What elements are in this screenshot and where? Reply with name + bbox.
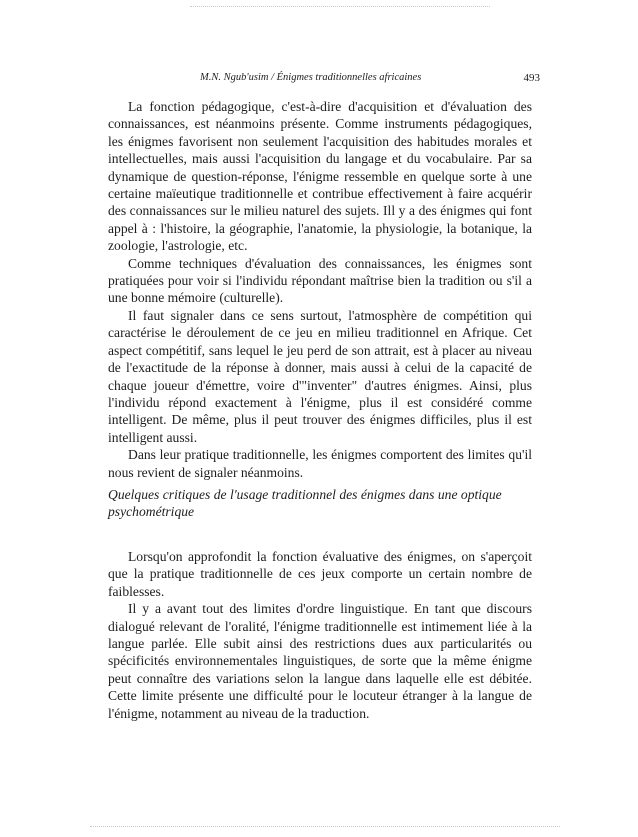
running-header (108, 72, 540, 88)
paragraph: Il y a avant tout des limites d'ordre linguistique. En tant que discours dialogué relevant de l'oralité, l'énigme traditionnelle est intimement liée à la langue parlée. Elle subit ainsi des restrictions dues aux particularités ou spécificités environnementales linguistiques, de sorte que la même énigme peut connaître des variations selon la langue dans laquelle elle est débitée. Cette limite présente une difficulté pour le locuteur étranger à la langue de l'énigme, notamment au niveau de la traduction. (108, 601, 532, 721)
paragraph: Comme techniques d'évaluation des connaissances, les énigmes sont pratiquées pour voir si l'individu répondant maîtrise bien la tradition ou s'il a une bonne mémoire (culturelle). (108, 255, 532, 306)
scan-artifact-bottom (90, 826, 560, 828)
paragraph: Dans leur pratique traditionnelle, les énigmes comportent des limites qu'il nous revient de signaler néanmoins. (108, 447, 532, 480)
running-title: M.N. Ngub'usim / Énigmes traditionnelles africaines (200, 72, 422, 83)
paragraph: La fonction pédagogique, c'est-à-dire d'acquisition et d'évaluation des connaissances, est néanmoins présente. Comme instruments pédagogiques, les énigmes favorisent non seulement l'acquisition des habitudes morales et intellectuelles, mais aussi l'acquisition du langage et du vocabulaire. Par sa dynamique de question-réponse, l'énigme ressemble en quelque sorte à une certaine maïeutique traditionnelle et contribue effectivement à faire acquérir des connaissances sur le milieu naturel des sujets. Ill y a des énigmes qui font appel à : l'histoire, la géographie, l'anatomie, la physiologie, la botanique, la zoologie, l'astrologie, etc. (108, 99, 532, 254)
scan-artifact-top (190, 6, 490, 8)
paragraph: Lorsqu'on approfondit la fonction évaluative des énigmes, on s'aperçoit que la pratique traditionnelle de ces jeux comporte un certain nombre de faiblesses. (108, 549, 532, 599)
page-number: 493 (523, 72, 540, 84)
section-heading: Quelques critiques de l'usage traditionnel des énigmes dans une optique psychométrique (108, 487, 502, 520)
paragraph: Il faut signaler dans ce sens surtout, l'atmosphère de compétition qui caractérise le déroulement de ce jeu en milieu traditionnel en Afrique. Cet aspect compétitif, sans lequel le jeu perd de son attrait, est à placer au niveau de l'exactitude de la réponse à donner, mais aussi à celui de la capacité de chaque joueur d'émettre, voire d'"inventer" d'autres énigmes. Ainsi, plus l'individu répond exactement à l'énigme, plus il est considéré comme intelligent. De même, plus il peut trouver des énigmes difficiles, plus il est intelligent aussi. (108, 307, 532, 445)
body-section-1 (108, 98, 532, 481)
body-section-2 (108, 548, 532, 722)
